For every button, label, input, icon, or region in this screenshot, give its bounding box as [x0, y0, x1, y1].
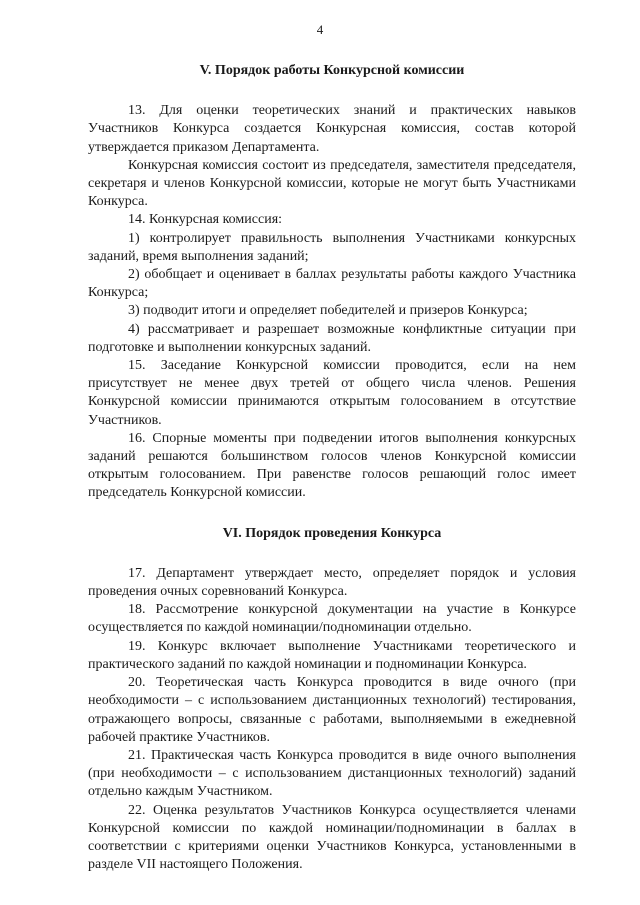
paragraph-16: 16. Спорные моменты при подведении итогов выполнения конкурсных заданий решаются большинством голосов членов Конкурсной комиссии открытым голосованием. При равенстве голосов решающий голос имеет председатель Конкурсной комиссии. — [88, 430, 576, 501]
paragraph-19: 19. Конкурс включает выполнение Участниками теоретического и практического заданий по каждой номинации и подноминации Конкурса. — [88, 638, 576, 672]
section-5-heading: V. Порядок работы Конкурсной комиссии — [199, 63, 465, 78]
page-number: 4 — [316, 22, 324, 37]
paragraph-21: 21. Практическая часть Конкурса проводится в виде очного выполнения (при необходимости – с использованием дистанционных технологий) заданий отдельно каждым Участником. — [88, 747, 576, 800]
paragraph-14-item-2: 2) обобщает и оценивает в баллах результаты работы каждого Участника Конкурса; — [88, 267, 576, 301]
paragraph-14: 14. Конкурсная комиссия: — [128, 212, 283, 228]
section-5 — [88, 62, 576, 874]
paragraph-commission-composition: Конкурсная комиссия состоит из председателя, заместителя председателя, секретаря и членов Конкурсной комиссии, которые не могут быть Участниками Конкурса. — [88, 157, 576, 210]
paragraph-18: 18. Рассмотрение конкурсной документации на участие в Конкурсе осуществляется по каждой номинации/подноминации отдельно. — [88, 602, 576, 636]
paragraph-20: 20. Теоретическая часть Конкурса проводится в виде очного (при необходимости – с использованием дистанционных технологий) тестирования, отражающего вопросы, связанные с работами, выполняемыми в ежедневной рабочей практике Участников. — [88, 675, 576, 745]
paragraph-14-item-3: 3) подводит итоги и определяет победителей и призеров Конкурса; — [128, 303, 528, 319]
section-6-heading: VI. Порядок проведения Конкурса — [222, 525, 442, 541]
paragraph-17: 17. Департамент утверждает место, определяет порядок и условия проведения очных соревнований Конкурса. — [88, 565, 576, 600]
paragraph-22: 22. Оценка результатов Участников Конкурса осуществляется членами Конкурсной комиссии по каждой номинации/подноминации в баллах в соответствии с критериями оценки Участников Конкурса, установленными в разделе VII настоящего Положения. — [88, 802, 576, 873]
paragraph-14-item-4: 4) рассматривает и разрешает возможные конфликтные ситуации при подготовке и выполнении конкурсных заданий. — [88, 321, 576, 355]
paragraph-14-item-1: 1) контролирует правильность выполнения Участниками конкурсных заданий, время выполнения заданий; — [88, 230, 576, 264]
paragraph-15: 15. Заседание Конкурсной комиссии проводится, если на нем присутствует не менее двух третей от общего числа членов. Решения Конкурсной комиссии принимаются открытым голосованием в отсутствие Участников. — [88, 358, 576, 428]
paragraph-13: 13. Для оценки теоретических знаний и практических навыков Участников Конкурса создается Конкурсная комиссия, состав которой утверждается приказом Департамента. — [88, 103, 576, 155]
